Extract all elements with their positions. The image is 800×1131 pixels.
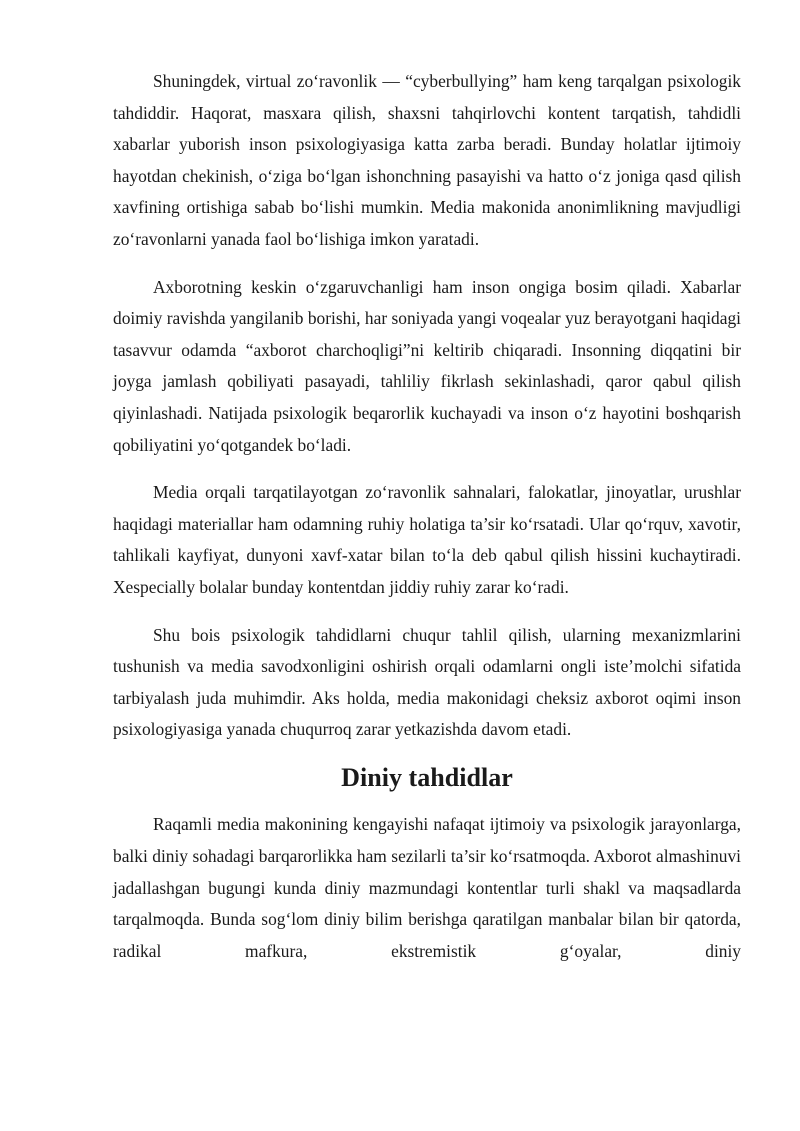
paragraph-religious-threats: Raqamli media makonining kengayishi nafaqat ijtimoiy va psixologik jarayonlarga, balki diniy sohadagi barqarorlikka ham sezilarli ta’sir ko‘rsatmoqda. Axborot almashinuvi jadallashgan bugungi kunda diniy mazmundagi kontentlar turli shakl va maqsadlarda tarqalmoqda. Bunda sog‘lom diniy bilim berishga qaratilgan manbalar bilan bir qatorda, radikal mafkura, ekstremistik g‘oyalar, diniy: [113, 814, 741, 961]
paragraph-cyberbullying: Shuningdek, virtual zo‘ravonlik — “cyberbullying” ham keng tarqalgan psixologik tahdiddir. Haqorat, masxara qilish, shaxsni tahqirlovchi kontent tarqatish, tahdidli xabarlar yuborish inson psixologiyasiga katta zarba beradi. Bunday holatlar ijtimoiy hayotdan chekinish, o‘ziga bo‘lgan ishonchning pasayishi va hatto o‘z joniga qasd qilish xavfining ortishiga sabab bo‘lishi mumkin. Media makonida anonimlikning mavjudligi zo‘ravonlarni yanada faol bo‘lishiga imkon yaratadi.: [113, 71, 741, 249]
paragraph-information-fatigue: Axborotning keskin o‘zgaruvchanligi ham inson ongiga bosim qiladi. Xabarlar doimiy ravishda yangilanib borishi, har soniyada yangi voqealar yuz berayotgani haqidagi tasavvur odamda “axborot charchoqligi”ni keltirib chiqaradi. Insonning diqqatini bir joyga jamlash qobiliyati pasayadi, tahliliy fikrlash sekinlashadi, qaror qabul qilish qiyinlashadi. Natijada psixologik beqarorlik kuchayadi va inson o‘z hayotini boshqarish qobiliyatini yo‘qotgandek bo‘ladi.: [113, 276, 741, 455]
paragraph-media-literacy: Shu bois psixologik tahdidlarni chuqur tahlil qilish, ularning mexanizmlarini tushunish va media savodxonligini oshirish orqali odamlarni ongli iste’molchi sifatida tarbiyalash juda muhimdir. Aks holda, media makonidagi cheksiz axborot oqimi inson psixologiyasiga yanada chuqurroq zarar yetkazishda davom etadi.: [113, 624, 741, 740]
section-heading: Diniy tahdidlar: [341, 762, 513, 792]
paragraph-violent-content: Media orqali tarqatilayotgan zo‘ravonlik sahnalari, falokatlar, jinoyatlar, urushlar haqidagi materiallar ham odamning ruhiy holatiga ta’sir ko‘rsatadi. Ular qo‘rquv, xavotir, tahlikali kayfiyat, dunyoni xavf-xatar bilan to‘la deb qabul qilish hissini kuchaytiradi. Xespecially bolalar bunday kontentdan jiddiy ruhiy zarar ko‘radi.: [113, 482, 741, 597]
document-page: [113, 66, 741, 983]
